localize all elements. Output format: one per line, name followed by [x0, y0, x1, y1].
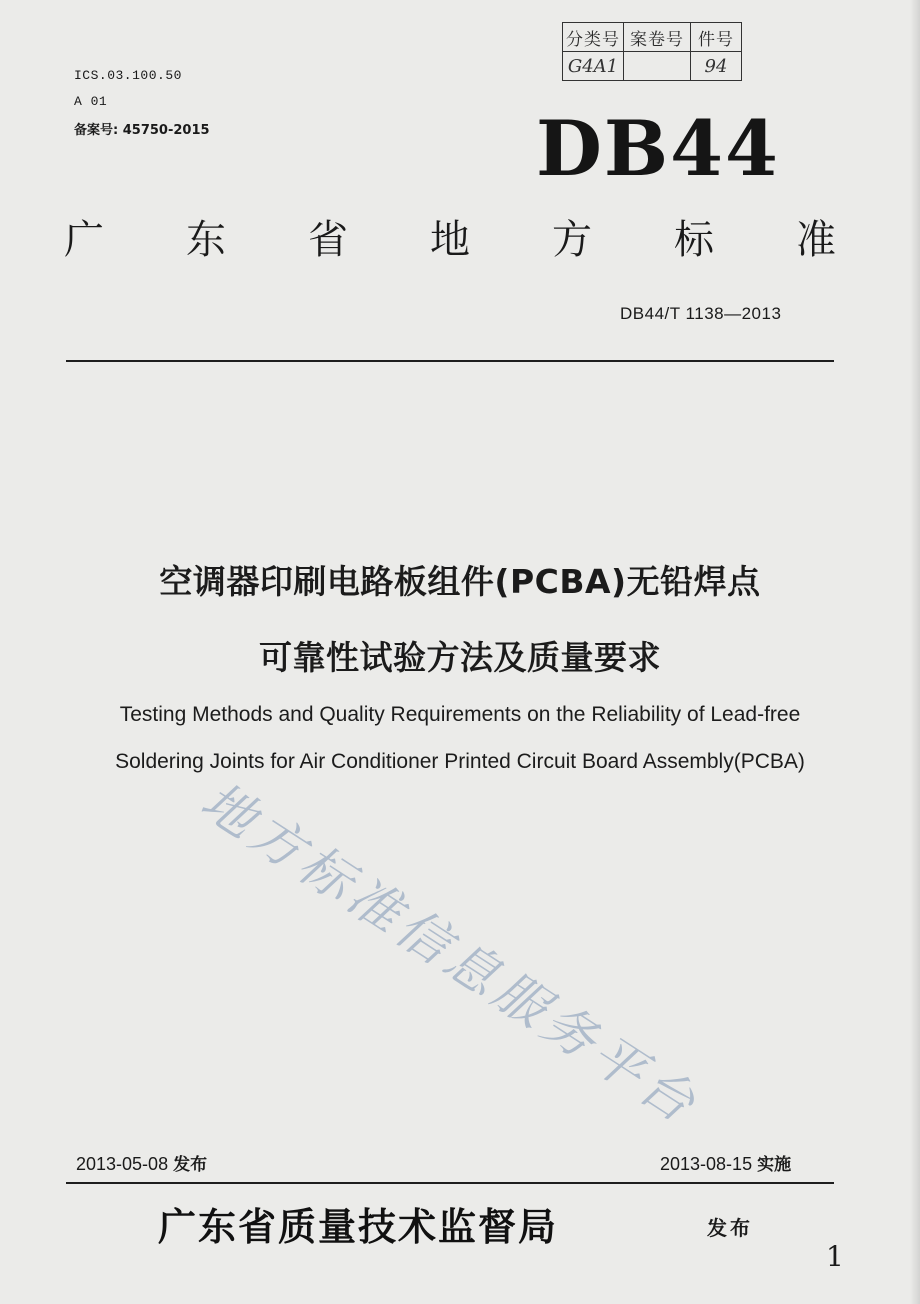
record-label: 备案号: — [74, 123, 119, 138]
standard-number: DB44/T 1138—2013 — [620, 304, 782, 323]
release-date-value: 2013-05-08 — [76, 1154, 169, 1174]
ccs-code: A 01 — [74, 94, 108, 109]
release-date — [76, 1150, 207, 1175]
stamp-value-category: G4A1 — [563, 52, 624, 81]
page-number: 1 — [826, 1240, 844, 1273]
zh-title-line-1: 空调器印刷电路板组件(PCBA)无铅焊点 — [159, 562, 761, 601]
release-label: 发布 — [173, 1155, 208, 1175]
implement-date-value: 2013-08-15 — [660, 1154, 753, 1174]
record-number — [74, 119, 210, 138]
implement-date — [660, 1150, 791, 1175]
en-title-line-1: Testing Methods and Quality Requirements on the Reliability of Lead-free — [119, 703, 801, 726]
issue-label: 发布 — [707, 1216, 753, 1240]
standard-type-char: 准 — [796, 217, 836, 263]
standard-type-char: 省 — [308, 217, 348, 263]
header-divider — [66, 360, 834, 362]
standard-type-char: 方 — [552, 217, 592, 263]
stamp-value-item-no: 94 — [691, 52, 742, 81]
standard-type-char: 地 — [430, 217, 470, 263]
standard-type-char: 标 — [674, 217, 714, 263]
issuing-authority: 广东省质量技术监督局 — [158, 1204, 559, 1249]
ics-code: ICS.03.100.50 — [74, 68, 182, 83]
stamp-value-file-no — [624, 52, 691, 81]
footer-divider — [66, 1182, 834, 1184]
standard-type-char: 广 — [64, 217, 104, 263]
standard-type-title — [64, 208, 836, 265]
record-value: 45750-2015 — [122, 123, 210, 138]
watermark: 地方标准信息服务平台 — [190, 770, 710, 1138]
standard-type-char: 东 — [186, 217, 226, 263]
zh-title-line-2: 可靠性试验方法及质量要求 — [259, 638, 661, 677]
classification-stamp — [562, 22, 742, 81]
stamp-header-category: 分类号 — [563, 23, 624, 52]
stamp-header-file-no: 案卷号 — [624, 23, 691, 52]
stamp-header-item-no: 件号 — [691, 23, 742, 52]
en-title-line-2: Soldering Joints for Air Conditioner Printed Circuit Board Assembly(PCBA) — [115, 750, 805, 773]
db-mark: DB44 — [536, 104, 780, 193]
implement-label: 实施 — [757, 1155, 792, 1175]
